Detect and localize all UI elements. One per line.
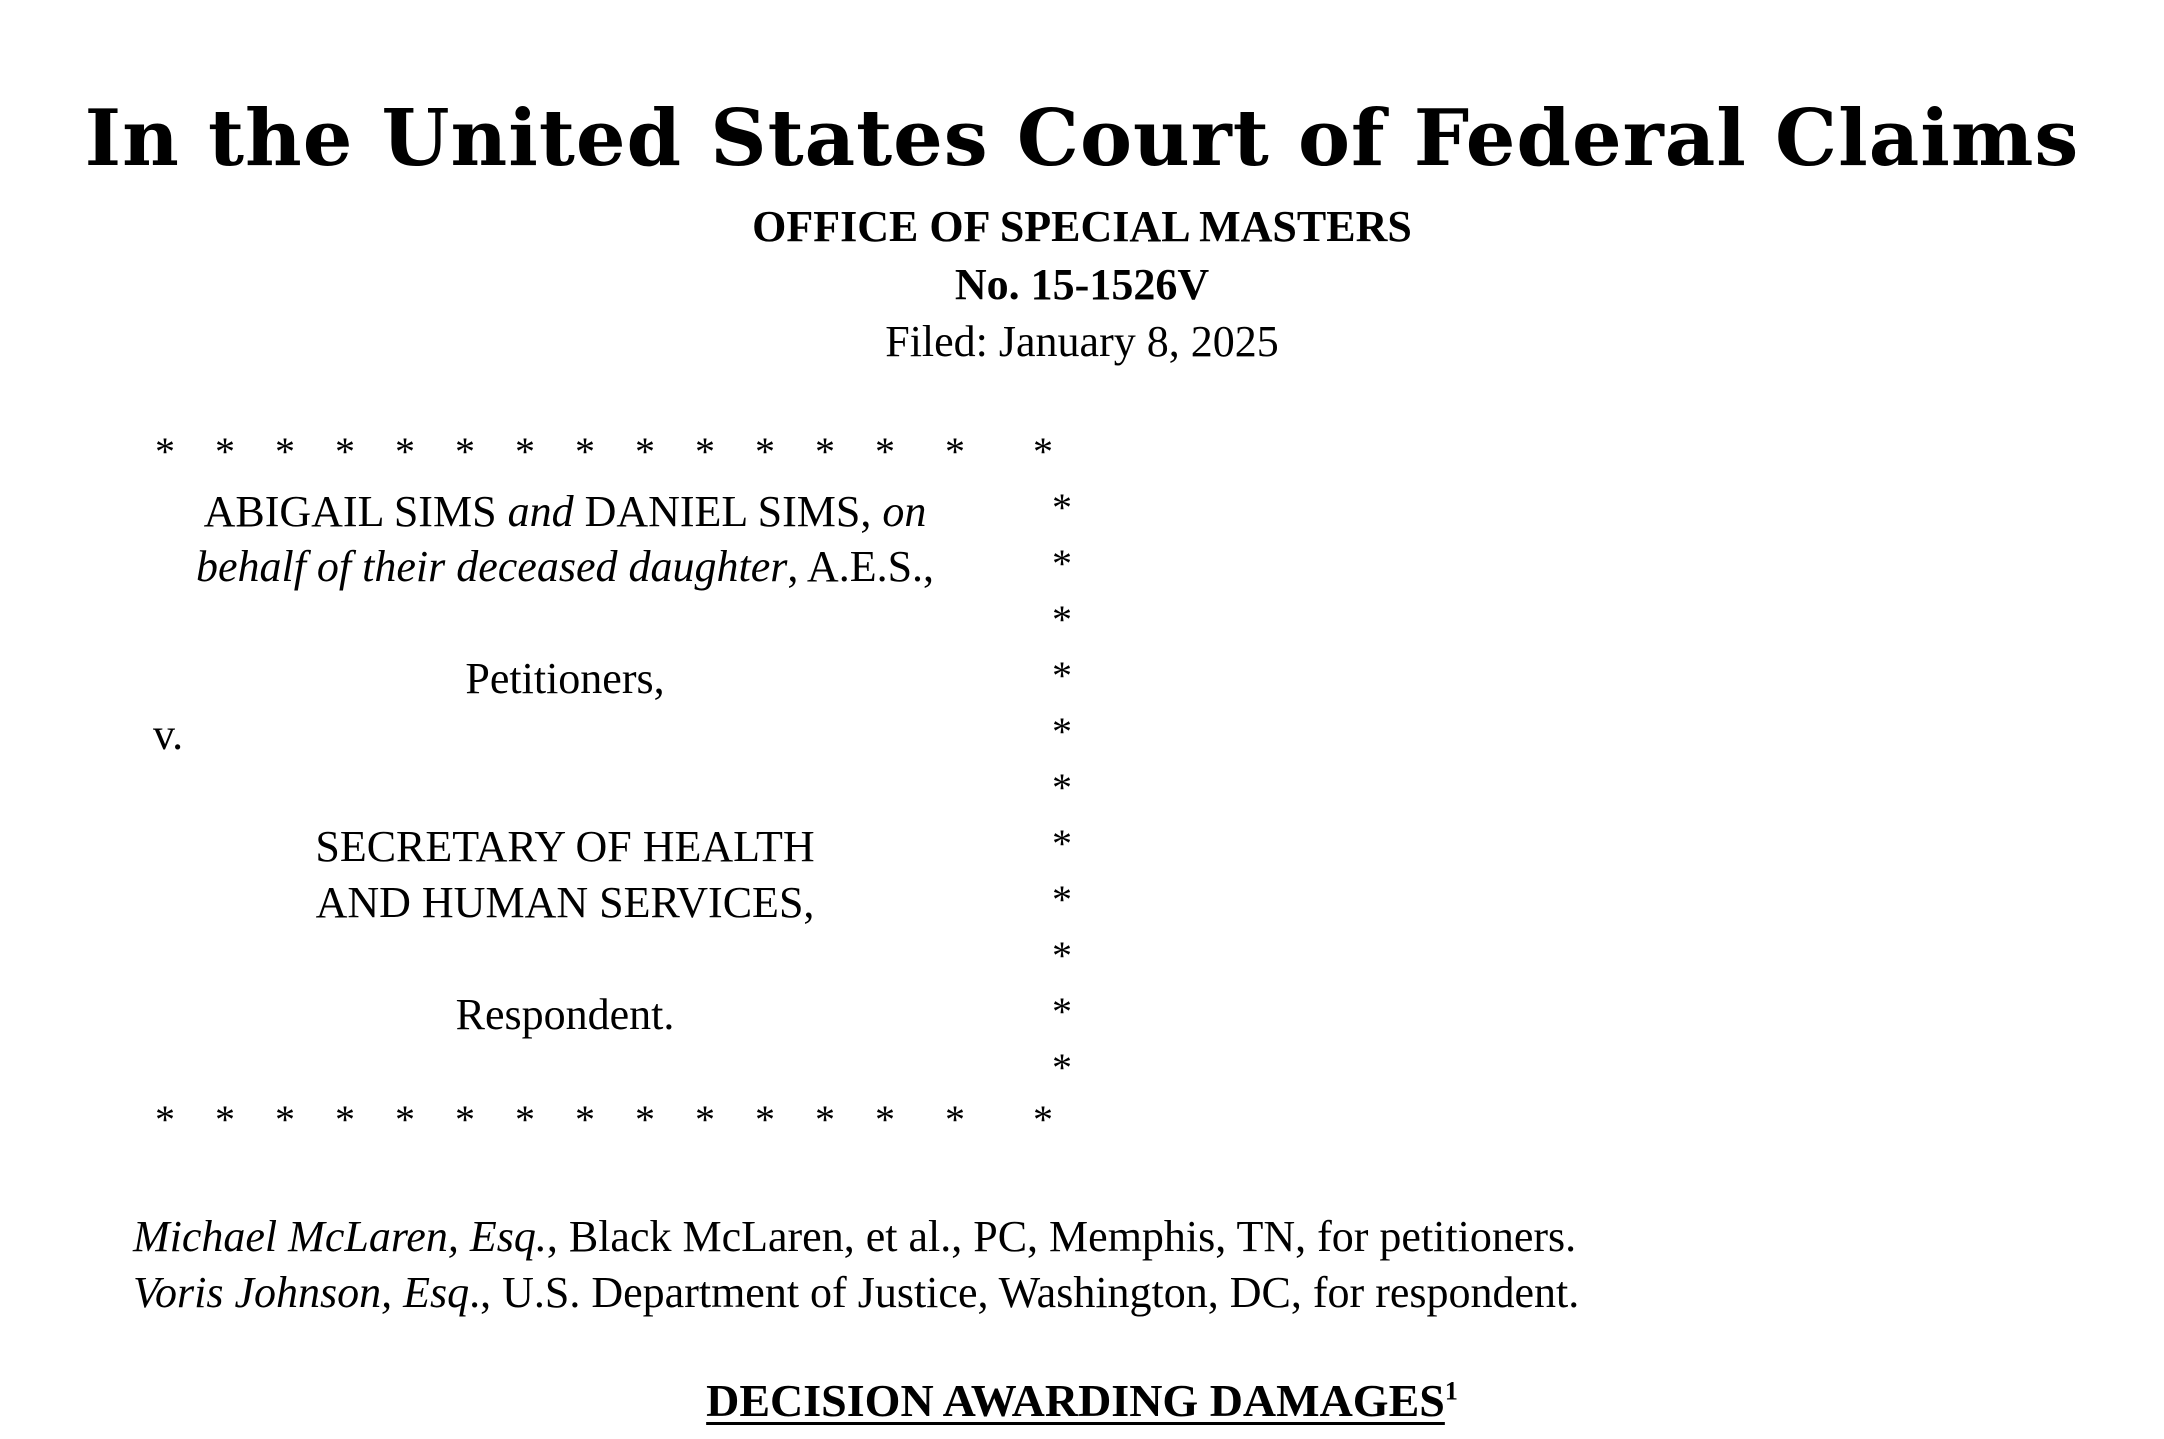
petitioner-names-text: ABIGAIL SIMS — [203, 487, 508, 536]
court-title: In the United States Court of Federal Claims — [84, 93, 2080, 184]
caption-asterisk: * — [335, 1097, 355, 1142]
caption-asterisk: * — [1033, 1097, 1053, 1142]
conjunction-and: and — [507, 487, 574, 536]
respondent-line2: AND HUMAN SERVICES, — [315, 878, 815, 927]
respondent-line1: SECRETARY OF HEALTH — [315, 822, 815, 871]
caption-asterisk: * — [575, 429, 595, 474]
petitioner-names-text-2: DANIEL SIMS, — [573, 487, 883, 536]
caption-asterisk: * — [1052, 933, 1072, 978]
caption-asterisk: * — [875, 1097, 895, 1142]
caption-asterisk: * — [755, 1097, 775, 1142]
caption-asterisk: * — [945, 429, 965, 474]
caption-asterisk: * — [815, 1097, 835, 1142]
caption-asterisk: * — [455, 429, 475, 474]
petitioner-counsel-name: Michael McLaren, Esq. — [133, 1212, 547, 1261]
caption-asterisk: * — [515, 1097, 535, 1142]
caption-asterisk: * — [875, 429, 895, 474]
caption-asterisk: * — [1052, 597, 1072, 642]
respondent-counsel-name: Voris Johnson, Esq — [133, 1268, 470, 1317]
caption-asterisk: * — [1052, 877, 1072, 922]
caption-asterisk: * — [1033, 429, 1053, 474]
caption-asterisk: * — [215, 1097, 235, 1142]
caption-asterisk: * — [635, 429, 655, 474]
caption-asterisk: * — [695, 1097, 715, 1142]
footnote-marker: 1 — [1444, 1376, 1458, 1406]
caption-asterisk: * — [275, 1097, 295, 1142]
petitioner-counsel-details: , Black McLaren, et al., PC, Memphis, TN, for petitioners. — [546, 1212, 1577, 1261]
caption-asterisk: * — [635, 1097, 655, 1142]
caption-asterisk: * — [1052, 709, 1072, 754]
word-on: on — [882, 487, 927, 536]
caption-asterisk: * — [575, 1097, 595, 1142]
caption-asterisk: * — [1052, 653, 1072, 698]
initials: , A.E.S., — [787, 542, 935, 591]
caption-asterisk: * — [155, 429, 175, 474]
caption-asterisk: * — [1052, 1045, 1072, 1090]
respondent-counsel — [133, 1268, 1580, 1317]
caption-asterisk: * — [515, 429, 535, 474]
respondent-label: Respondent. — [455, 990, 675, 1039]
caption-asterisk: * — [755, 429, 775, 474]
caption-asterisk: * — [1052, 989, 1072, 1034]
petitioners-label: Petitioners, — [465, 654, 665, 703]
caption-asterisk: * — [695, 429, 715, 474]
petitioners-names-line2 — [150, 542, 980, 591]
decision-title — [0, 1375, 2164, 1426]
caption-asterisk: * — [1052, 765, 1072, 810]
petitioner-counsel — [133, 1212, 1577, 1261]
filed-date: Filed: January 8, 2025 — [885, 317, 1279, 366]
caption-asterisk: * — [395, 429, 415, 474]
caption-asterisk: * — [335, 429, 355, 474]
caption-asterisk: * — [395, 1097, 415, 1142]
caption-asterisk: * — [155, 1097, 175, 1142]
caption-border-bottom — [155, 1097, 1075, 1150]
caption-asterisk: * — [945, 1097, 965, 1142]
caption-asterisk: * — [1052, 485, 1072, 530]
caption-asterisk: * — [215, 429, 235, 474]
caption-asterisk: * — [1052, 821, 1072, 866]
docket-number: No. 15-1526V — [954, 260, 1210, 309]
caption-asterisk: * — [1052, 541, 1072, 586]
petitioners-names-line1 — [150, 487, 980, 536]
office-heading: OFFICE OF SPECIAL MASTERS — [752, 202, 1412, 251]
caption-asterisk: * — [455, 1097, 475, 1142]
respondent-counsel-details: ., U.S. Department of Justice, Washington, DC, for respondent. — [469, 1268, 1580, 1317]
behalf-clause: behalf of their deceased daughter — [195, 542, 788, 591]
caption-border-top — [155, 429, 1075, 482]
decision-title-text: DECISION AWARDING DAMAGES — [706, 1375, 1445, 1426]
caption-asterisk: * — [815, 429, 835, 474]
caption-asterisk: * — [275, 429, 295, 474]
versus: v. — [153, 710, 184, 759]
